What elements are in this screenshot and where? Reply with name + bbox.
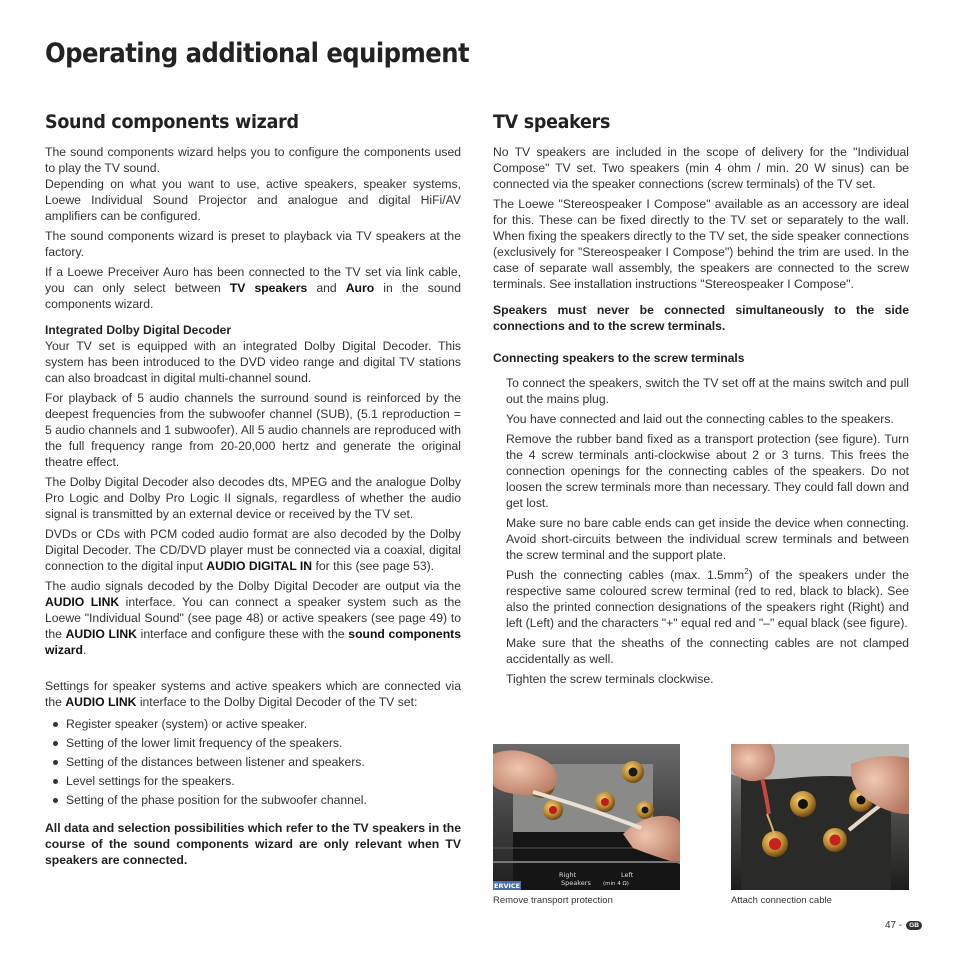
attach-cable-photo xyxy=(731,744,909,890)
paragraph: The Loewe "Stereospeaker I Compose" available as an accessory are ideal for this. These can be fixed directly to the TV set or separately to the wall. When fixing the speakers directly to the TV set, the side speaker connections (exclusively for "Stereospeaker I Compose") behind the trim are used. In the case of separate wall assembly, the speakers are connected to the screw terminals. See installation instructions "Stereospeaker I Compose". xyxy=(493,197,909,291)
page-number: 47 - GB xyxy=(885,920,922,931)
step-item: Remove the rubber band fixed as a transport protection (see figure). Turn the 4 screw terminals anti-clockwise about 2 or 3 turns. This frees the connection openings for the connecting cables of the speakers. Do not loosen the screw terminals more than necessary. They could fall down and get lost. xyxy=(506,432,909,510)
list-item: Setting of the lower limit frequency of the speakers. xyxy=(45,735,461,751)
step-item: To connect the speakers, switch the TV set off at the mains switch and pull out the mains plug. xyxy=(506,376,909,406)
right-column xyxy=(493,110,909,691)
paragraph: No TV speakers are included in the scope of delivery for the "Individual Compose" TV set. Two speakers (min 4 ohm / min. 20 W sinus) can be connected via the speaker connections (screw terminals) of the TV set. xyxy=(493,145,909,191)
paragraph: The audio signals decoded by the Dolby Digital Decoder are output via the AUDIO LINK interface. You can connect a speaker system such as the Loewe "Individual Sound" (see page 48) or active speakers (see page 49) to the AUDIO LINK interface and configure these with the sound components wizard. xyxy=(45,579,462,657)
step-item: Make sure that the sheaths of the connecting cables are not clamped accidentally as well. xyxy=(506,636,909,666)
caption-remove-transport: Remove transport protection xyxy=(493,895,613,906)
tv-speakers-heading: TV speakers xyxy=(493,111,611,133)
step-item: You have connected and laid out the connecting cables to the speakers. xyxy=(506,412,894,426)
paragraph: Settings for speaker systems and active speakers which are connected via the AUDIO LINK interface to the Dolby Digital Decoder of the TV set: xyxy=(45,679,461,709)
left-label: Left xyxy=(621,871,634,879)
paragraph: The sound components wizard is preset to playback via TV speakers at the factory. xyxy=(45,229,461,259)
sound-wizard-heading: Sound components wizard xyxy=(45,111,299,133)
speakers-label: Speakers xyxy=(561,879,591,887)
list-item: Register speaker (system) or active speaker. xyxy=(45,716,461,732)
speakers-spec-label: (min 4 Ω) xyxy=(603,881,629,887)
page-title: Operating additional equipment xyxy=(45,38,470,69)
right-label: Right xyxy=(559,871,577,879)
screw-terminals-subheading: Connecting speakers to the screw terminals xyxy=(493,351,745,365)
service-label: ERVICE xyxy=(494,882,521,890)
step-item: Push the connecting cables (max. $1.5mm^2$) of the speakers under the respective same coloured screw terminal (red to red, black to black). See also the printed connection designations of the speakers right (Right) and left (Left) and the characters "+" equal red and "–" equal black (see figure). xyxy=(506,566,909,630)
steps-list xyxy=(493,375,909,687)
list-item: Level settings for the speakers. xyxy=(45,773,461,789)
paragraph: Your TV set is equipped with an integrated Dolby Digital Decoder. This system has been introduced to the DVD video range and digital TV stations can also broadcast in digital multi-channel sound. xyxy=(45,339,461,385)
tv-speakers-note: All data and selection possibilities which refer to the TV speakers in the course of the sound components wizard are only relevant when TV speakers are connected. xyxy=(45,821,461,867)
list-item: Setting of the distances between listener and speakers. xyxy=(45,754,461,770)
list-item: Setting of the phase position for the subwoofer channel. xyxy=(45,792,461,808)
paragraph: The sound components wizard helps you to configure the components used to play the TV sound. xyxy=(45,145,461,175)
left-column xyxy=(45,110,461,872)
cable-photo-illustration xyxy=(731,744,909,890)
step-item: Tighten the screw terminals clockwise. xyxy=(506,672,714,686)
paragraph: DVDs or CDs with PCM coded audio format are also decoded by the Dolby Digital Decoder. The CD/DVD player must be connected via a coaxial, digital connection to the digital input AUDIO DIGITAL IN for this (see page 53). xyxy=(45,527,461,573)
step-item: Make sure no bare cable ends can get inside the device when connecting. Avoid short-circuits between the individual screw terminals and between the screw terminal and the support plate. xyxy=(506,516,909,562)
paragraph: Depending on what you want to use, active speakers, speaker systems, Loewe Individual Sound Projector and analogue and digital HiFi/AV amplifiers can be configured. xyxy=(45,177,461,223)
warning-text: Speakers must never be connected simultaneously to the side connections and to the screw terminals. xyxy=(493,303,909,333)
language-badge: GB xyxy=(906,921,922,930)
dolby-subheading: Integrated Dolby Digital Decoder xyxy=(45,323,232,337)
paragraph: For playback of 5 audio channels the surround sound is reinforced by the deepest frequencies from the subwoofer channel (SUB), (5.1 reproduction = 5 audio channels and 1 subwoofer). All 5 audio channels are reproduced with the full frequency range from 20-20,000 hertz and generate the original theatre effect. xyxy=(45,391,462,469)
terminal-photo-illustration xyxy=(493,744,680,890)
paragraph: If a Loewe Preceiver Auro has been connected to the TV set via link cable, you can only select between TV speakers and Auro in the sound components wizard. xyxy=(45,265,461,311)
caption-attach-cable: Attach connection cable xyxy=(731,895,832,906)
settings-list xyxy=(45,716,461,808)
paragraph: The Dolby Digital Decoder also decodes dts, MPEG and the analogue Dolby Pro Logic and Dolby Pro Logic II signals, regardless of whether the audio signal is transmitted by an external device or received by the TV set. xyxy=(45,475,461,521)
remove-transport-photo xyxy=(493,744,680,890)
